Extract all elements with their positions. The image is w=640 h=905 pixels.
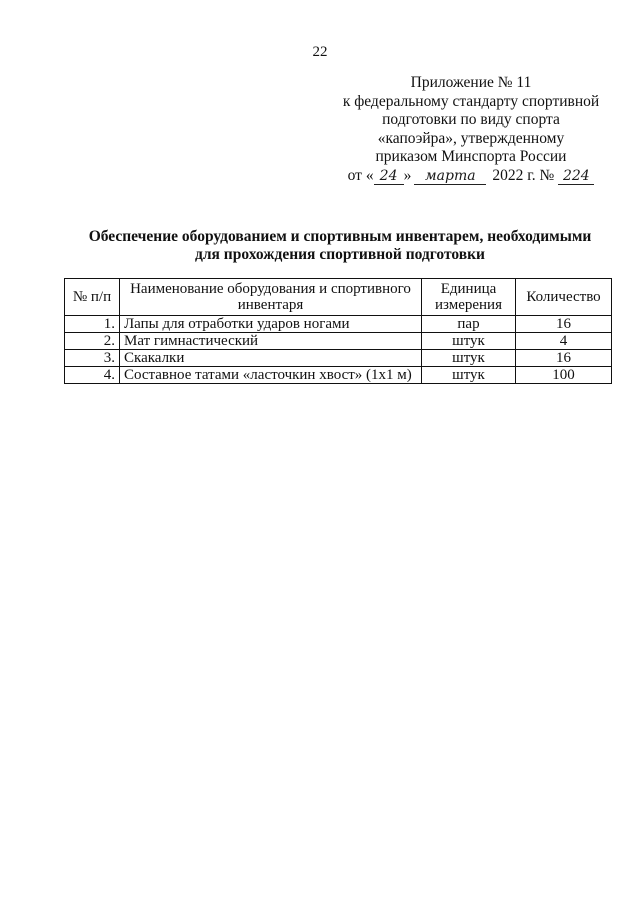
row-quantity: 16 [516, 350, 612, 367]
row-number: 4. [65, 367, 120, 384]
appendix-line: подготовки по виду спорта [382, 111, 560, 128]
page-number: 22 [312, 44, 328, 60]
table-row [65, 350, 612, 367]
row-number: 2. [65, 333, 120, 350]
row-quantity: 4 [516, 333, 612, 350]
date-prefix: от « [347, 166, 374, 184]
order-date-line [340, 167, 602, 186]
row-name: Составное татами «ласточкин хвост» (1х1 м) [120, 367, 422, 384]
appendix-title: Приложение № 11 [410, 74, 532, 91]
header-number: № п/п [65, 279, 120, 316]
row-number: 1. [65, 316, 120, 333]
handwritten-order-number: 224 [558, 168, 594, 185]
table-row [65, 316, 612, 333]
year-text: 2022 г. № [492, 166, 555, 184]
handwritten-day: 24 [374, 168, 404, 185]
appendix-header [340, 74, 602, 185]
header-unit: Единица измерения [422, 279, 516, 316]
title-line-1: Обеспечение оборудованием и спортивным инвентарем, необходимыми [88, 228, 592, 245]
appendix-line: приказом Минспорта России [375, 148, 567, 165]
table-header-row [65, 279, 612, 316]
row-name: Мат гимнастический [120, 333, 422, 350]
row-unit: штук [422, 367, 516, 384]
appendix-line: «капоэйра», утвержденному [377, 129, 565, 147]
header-quantity: Количество [516, 279, 612, 316]
equipment-table [64, 278, 612, 384]
document-title [60, 228, 620, 264]
row-number: 3. [65, 350, 120, 367]
row-unit: штук [422, 333, 516, 350]
table-row [65, 367, 612, 384]
row-name: Скакалки [120, 350, 422, 367]
row-name: Лапы для отработки ударов ногами [120, 316, 422, 333]
row-quantity: 100 [516, 367, 612, 384]
title-line-2: для прохождения спортивной подготовки [195, 246, 485, 263]
appendix-line: к федеральному стандарту спортивной [342, 92, 600, 110]
quote-close: » [403, 166, 412, 184]
header-name: Наименование оборудования и спортивного инвентаря [120, 279, 422, 316]
handwritten-month: марта [414, 168, 486, 185]
row-unit: пар [422, 316, 516, 333]
row-unit: штук [422, 350, 516, 367]
row-quantity: 16 [516, 316, 612, 333]
table-row [65, 333, 612, 350]
